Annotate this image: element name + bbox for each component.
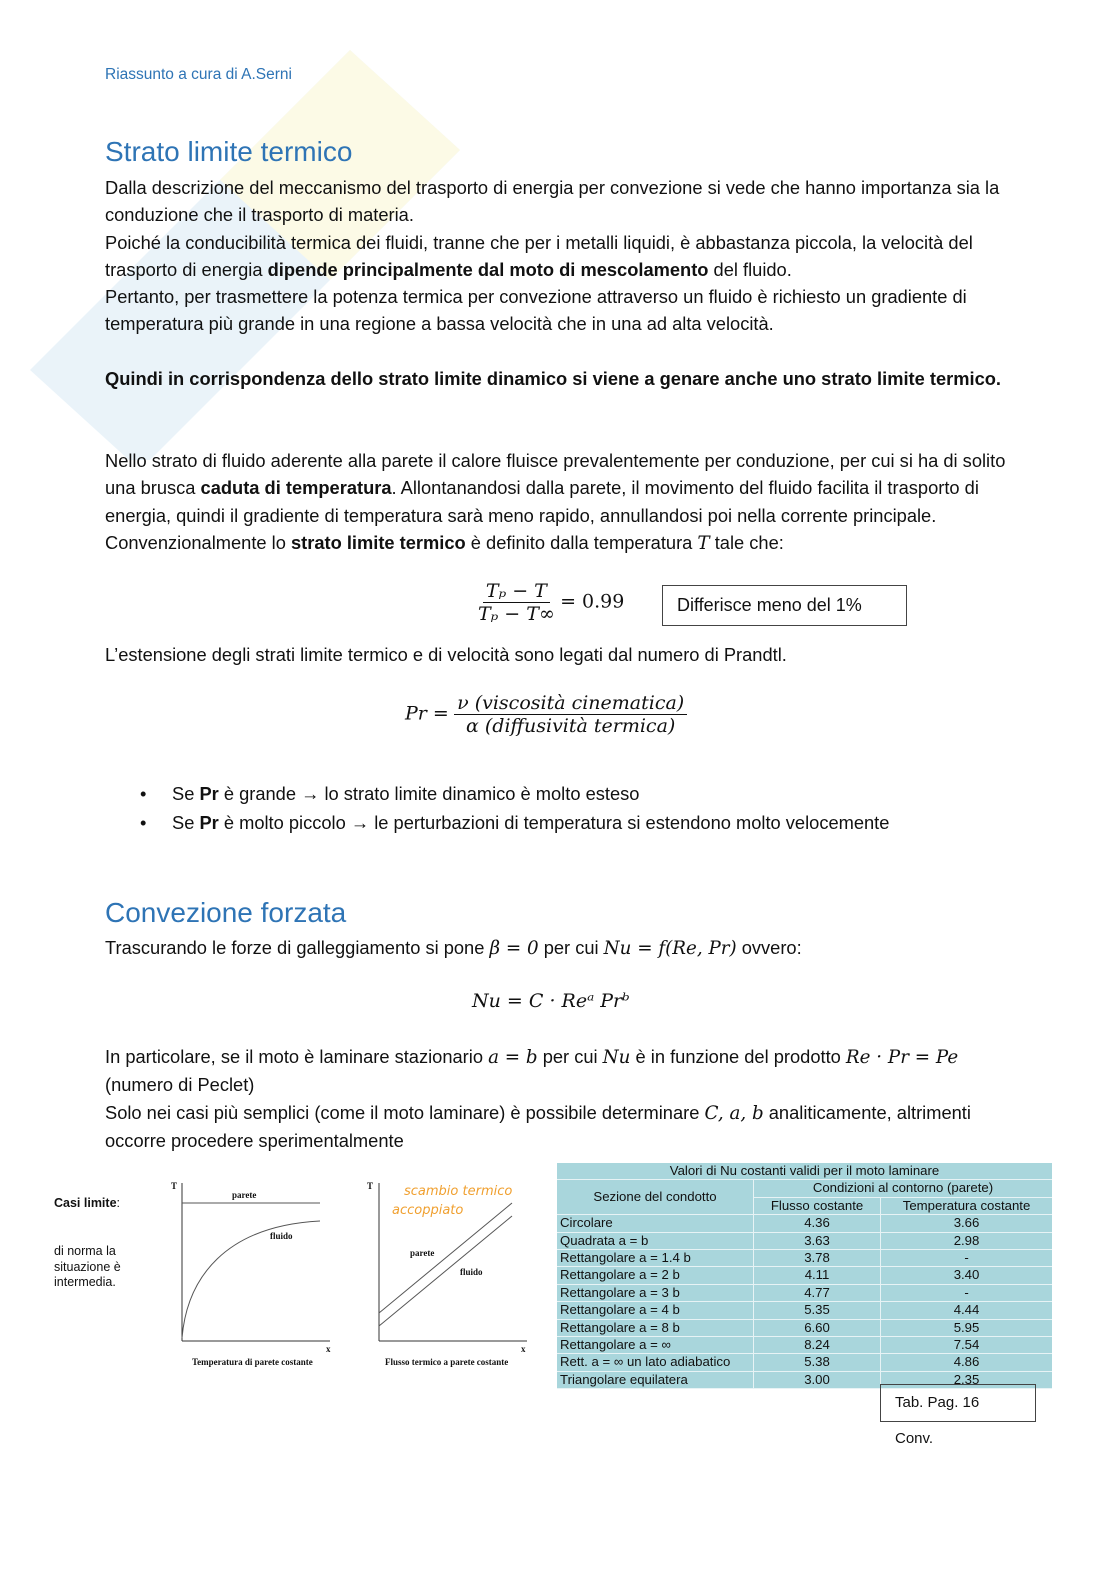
numerator: ν (viscosità cinematica) — [454, 692, 687, 715]
bullet-list — [105, 779, 1015, 837]
text: analiticamente, altrimenti occorre procedere sperimentalmente — [105, 1101, 971, 1151]
text: per cui — [537, 1046, 603, 1067]
text: del fluido. — [708, 258, 792, 280]
bold-text: dipende principalmente dal moto di mescolamento — [267, 258, 709, 280]
text: è molto piccolo → le perturbazioni di temperatura si estendono molto velocemente — [218, 812, 890, 833]
text: (numero di Peclet) — [105, 1074, 255, 1096]
table-cell: 3.00 — [754, 1371, 881, 1388]
text — [105, 229, 1015, 284]
table-row — [557, 1267, 1052, 1284]
text: scambio termico — [404, 1184, 513, 1199]
math: a = b — [488, 1047, 538, 1068]
text: Nello strato di fluido aderente alla parete il calore fluisce prevalentemente per conduzione, per cui si ha di solito una brusca — [105, 450, 1006, 499]
table-header-row — [557, 1180, 1052, 1197]
denominator: α (diffusività termica) — [466, 715, 676, 737]
text: Se — [172, 812, 200, 833]
table-cell: 3.78 — [754, 1250, 881, 1267]
table-cell: Rettangolare a = 4 b — [557, 1302, 754, 1319]
bold-text: strato limite termico — [290, 531, 466, 553]
text: è in funzione del prodotto — [630, 1046, 846, 1067]
section-title-strato-limite: Strato limite termico — [105, 136, 353, 167]
table-cell: - — [881, 1250, 1052, 1267]
table-cell: 5.95 — [881, 1319, 1052, 1336]
note-box: Differisce meno del 1% — [662, 585, 907, 626]
table-cell: Rettangolare a = 1.4 b — [557, 1250, 754, 1267]
graph-temperatura-parete-costante — [165, 1178, 335, 1378]
table-row — [557, 1319, 1052, 1336]
line-label: parete — [410, 1248, 435, 1258]
text: ovvero: — [736, 937, 802, 958]
bold-text: caduta di temperatura — [200, 477, 392, 499]
table-cell: Circolare — [557, 1215, 754, 1232]
formula-099 — [478, 580, 624, 625]
line-label: fluido — [270, 1231, 293, 1241]
fluido-curve — [182, 1221, 320, 1338]
text: per cui — [538, 937, 604, 958]
table-cell: 4.11 — [754, 1267, 881, 1284]
table-cell: Rettangolare a = 8 b — [557, 1319, 754, 1336]
table-cell: Rett. a = ∞ un lato adiabatico — [557, 1354, 754, 1371]
table-cell: 5.38 — [754, 1354, 881, 1371]
list-item — [105, 779, 1015, 808]
column-header: Flusso costante — [754, 1197, 881, 1214]
text: Poiché la conducibilità termica dei fluidi, tranne che per i metalli liquidi, è abbastanza piccola, la velocità del trasporto di energia — [105, 231, 973, 280]
text: accoppiato — [392, 1203, 464, 1218]
table-cell: Rettangolare a = 2 b — [557, 1267, 754, 1284]
paragraph-laminare — [105, 1043, 1015, 1154]
table-cell: 7.54 — [881, 1337, 1052, 1354]
table-title: Valori di Nu costanti validi per il moto laminare — [557, 1163, 1052, 1180]
paragraph-intro — [105, 174, 1015, 338]
fluido-line — [379, 1216, 512, 1326]
text: Solo nei casi più semplici (come il moto laminare) è possibile determinare — [105, 1101, 705, 1123]
table-reference: Tab. Pag. 16 Conv. — [880, 1384, 1036, 1422]
denominator: Tₚ − T∞ — [478, 603, 555, 625]
table-cell: 3.66 — [881, 1215, 1052, 1232]
graph-caption: Temperatura di parete costante — [192, 1357, 313, 1367]
column-group-header: Condizioni al contorno (parete) — [754, 1180, 1053, 1197]
table-cell: 2.98 — [881, 1232, 1052, 1249]
page-header: Riassunto a cura di A.Serni — [105, 66, 292, 83]
table-cell: 4.44 — [881, 1302, 1052, 1319]
text: Pertanto, per trasmettere la potenza termica per convezione attraverso un fluido è richiesto un gradiente di temperatura più grande in una regione a bassa velocità che in una ad alta velocità. — [105, 286, 967, 335]
table-row — [557, 1337, 1052, 1354]
section-title-convezione: Convezione forzata — [105, 897, 347, 928]
list-item — [105, 808, 1015, 837]
paragraph-convezione — [105, 934, 1015, 962]
formula-prandtl — [405, 692, 687, 737]
paragraph-strato — [105, 447, 1015, 557]
table-cell: Rettangolare a = 3 b — [557, 1284, 754, 1301]
math: β = 0 — [489, 938, 539, 959]
text: Se — [172, 783, 200, 804]
table-title-row — [557, 1163, 1052, 1180]
text: . Allontanandosi dalla parete, il movimento del fluido facilita il trasporto di energia, quindi il gradiente di temperatura sarà meno rapido, annullandosi poi nella corrente principale. Convenzionalmente lo — [105, 477, 979, 553]
math: Nu = f(Re, Pr) — [603, 938, 737, 959]
rhs: = 0.99 — [560, 590, 625, 613]
column-header: Sezione del condotto — [557, 1180, 754, 1215]
bold-text: Casi limite — [54, 1196, 117, 1210]
table-cell: 2.35 — [881, 1371, 1052, 1388]
table-row — [557, 1232, 1052, 1249]
math: Re · Pr = Pe — [845, 1047, 959, 1068]
nusselt-table — [557, 1163, 1052, 1389]
line-label: fluido — [460, 1267, 483, 1277]
bold-text: Pr — [199, 812, 219, 833]
graph-caption: Flusso termico a parete costante — [385, 1357, 509, 1367]
text: è grande → lo strato limite dinamico è molto esteso — [218, 783, 640, 804]
text: Trascurando le forze di galleggiamento si pone — [105, 937, 490, 958]
table-cell: 4.77 — [754, 1284, 881, 1301]
formula-nusselt: Nu = C · Reᵃ Prᵇ — [472, 990, 630, 1012]
x-axis-label: x — [326, 1344, 331, 1354]
table-row — [557, 1284, 1052, 1301]
table-cell: 8.24 — [754, 1337, 881, 1354]
y-axis-label: T — [367, 1181, 374, 1191]
x-axis-label: x — [521, 1344, 526, 1354]
paragraph-prandtl: L’estensione degli strati limite termico e di velocità sono legati dal numero di Prandtl. — [105, 644, 787, 665]
table-cell: 5.35 — [754, 1302, 881, 1319]
casi-limite-label — [54, 1196, 120, 1210]
text: tale che: — [709, 531, 784, 553]
math: T — [697, 532, 710, 554]
table-row — [557, 1250, 1052, 1267]
y-axis-label: T — [171, 1181, 178, 1191]
handwritten-note — [392, 1182, 512, 1220]
lhs: Pr = — [405, 702, 449, 725]
table-cell: 4.86 — [881, 1354, 1052, 1371]
table-cell: Rettangolare a = ∞ — [557, 1337, 754, 1354]
text: Dalla descrizione del meccanismo del trasporto di energia per convezione si vede che hanno importanza sia la conduzione che il trasporto di materia. — [105, 177, 1000, 226]
bold-text: Pr — [199, 783, 219, 804]
math: C, a, b — [704, 1102, 764, 1124]
table-cell: 6.60 — [754, 1319, 881, 1336]
table-row — [557, 1302, 1052, 1319]
table-row — [557, 1354, 1052, 1371]
table-cell: - — [881, 1284, 1052, 1301]
text: è definito dalla temperatura — [465, 531, 698, 553]
table-cell: 3.63 — [754, 1232, 881, 1249]
text: In particolare, se il moto è laminare stazionario — [105, 1046, 489, 1067]
column-header: Temperatura costante — [881, 1197, 1052, 1214]
text: : — [116, 1196, 121, 1210]
table-cell: Quadrata a = b — [557, 1232, 754, 1249]
paragraph-bold: Quindi in corrispondenza dello strato limite dinamico si viene a genare anche uno strato limite termico. — [105, 368, 1001, 389]
table-row — [557, 1215, 1052, 1232]
casi-limite-note: di norma la situazione è intermedia. — [54, 1244, 121, 1289]
table-cell: 3.40 — [881, 1267, 1052, 1284]
table-cell: 4.36 — [754, 1215, 881, 1232]
math: Nu — [602, 1047, 631, 1068]
table-cell: Triangolare equilatera — [557, 1371, 754, 1388]
line-label: parete — [232, 1190, 257, 1200]
numerator: Tₚ − T — [483, 580, 550, 603]
